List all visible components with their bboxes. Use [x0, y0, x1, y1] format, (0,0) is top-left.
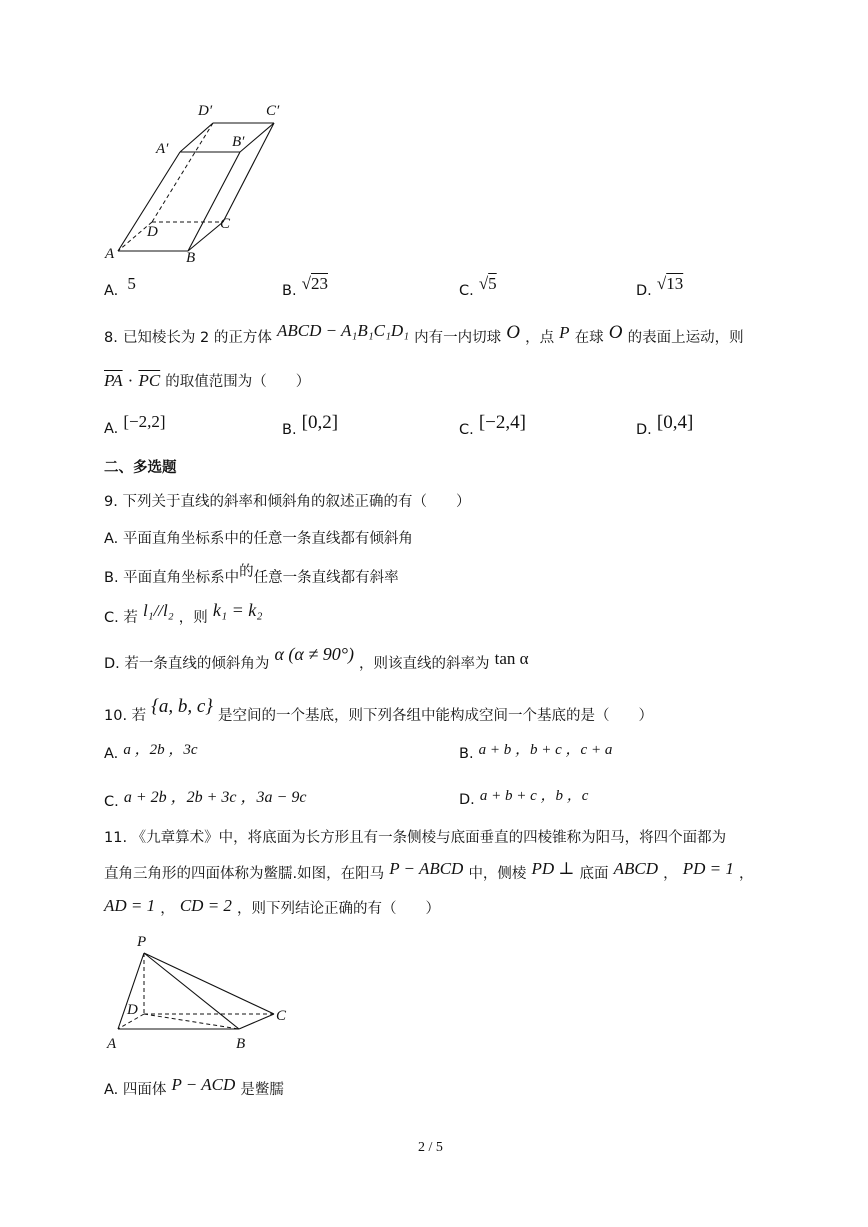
q9-option-b: B. 平面直角坐标系中的任意一条直线都有斜率 — [104, 564, 399, 586]
q10-option-b: B. a + b ，b + c ，c + a — [459, 742, 613, 762]
q7-option-b: B. √23 — [282, 274, 328, 299]
q8-stem-line2: $\overline{PA} \cdot \overline{PC}$ 的取值范围为（ ） — [104, 371, 311, 390]
label-A: A — [107, 1036, 117, 1052]
q8-option-d: D. [0,4] — [636, 412, 694, 438]
q10-option-c: C. a + 2b ，2b + 3c ，3a − 9c — [104, 789, 307, 810]
q7-option-d: D. √13 — [636, 274, 684, 299]
label-B: B — [236, 1036, 246, 1052]
section-title: 二、多选题 — [104, 460, 177, 476]
q11-stem-line2: 直角三角形的四面体称为鳖臑.如图，在阳马 P − ABCD 中，侧棱 PD ⊥ 底面 ABCD ， PD = 1 ， — [104, 859, 754, 882]
q9-option-d: D. 若一条直线的倾斜角为 α (α ≠ 90°) ，则该直线的斜率为 tan α — [104, 644, 529, 672]
q8-option-a: A. [−2,2] — [104, 412, 166, 437]
q8-stem-line1: 8. 已知棱长为 2 的正方体 ABCD − A₁B₁C₁D₁ 内有一内切球 O ，点 P 在球 O 的表面上运动，则 — [104, 321, 744, 346]
q7-option-a: A. 5 — [104, 274, 136, 299]
q9-stem: 9. 下列关于直线的斜率和倾斜角的叙述正确的有（ ） — [104, 494, 471, 510]
q10-option-d: D. a + b + c ，b ，c — [459, 788, 589, 808]
label-A: A — [105, 246, 115, 262]
q10-stem: 10. 若 {a, b, c} 是空间的一个基底，则下列各组中能构成空间一个基底的是（ ） — [104, 696, 653, 724]
label-D: D — [127, 1002, 138, 1018]
q11-option-a: A. 四面体 P − ACD 是鳖臑 — [104, 1075, 284, 1098]
label-B1: B′ — [232, 134, 245, 150]
label-D: D — [147, 224, 158, 240]
q11-stem-line1: 11. 《九章算术》中，将底面为长方形且有一条侧棱与底面垂直的四棱锥称为阳马，将四个面都为 — [104, 830, 727, 846]
page-number: 2 / 5 — [418, 1140, 443, 1155]
q11-stem-line3: AD = 1 ， CD = 2 ，则下列结论正确的有（ ） — [104, 896, 441, 917]
sqrt-icon: √23 — [301, 274, 328, 293]
q8-option-b: B. [0,2] — [282, 412, 339, 438]
label-P: P — [137, 934, 147, 950]
label-C1: C′ — [266, 103, 280, 119]
label-A1: A′ — [156, 141, 169, 157]
pyramid-figure — [100, 928, 300, 1058]
label-B: B — [186, 250, 196, 266]
sqrt-icon: √5 — [478, 274, 497, 293]
q9-option-c: C. 若 l₁//l₂ ，则 k₁ = k₂ — [104, 600, 263, 626]
q8-option-c: C. [−2,4] — [459, 412, 526, 438]
label-D1: D′ — [198, 103, 213, 119]
q9-option-a: A. 平面直角坐标系中的任意一条直线都有倾斜角 — [104, 531, 413, 547]
label-C: C — [276, 1008, 287, 1024]
q7-option-c: C. √5 — [459, 274, 497, 299]
sqrt-icon: √13 — [656, 274, 684, 293]
q10-option-a: A. a ，2b ，3c — [104, 742, 198, 762]
parallelepiped-figure — [100, 96, 300, 266]
label-C: C — [220, 216, 231, 232]
